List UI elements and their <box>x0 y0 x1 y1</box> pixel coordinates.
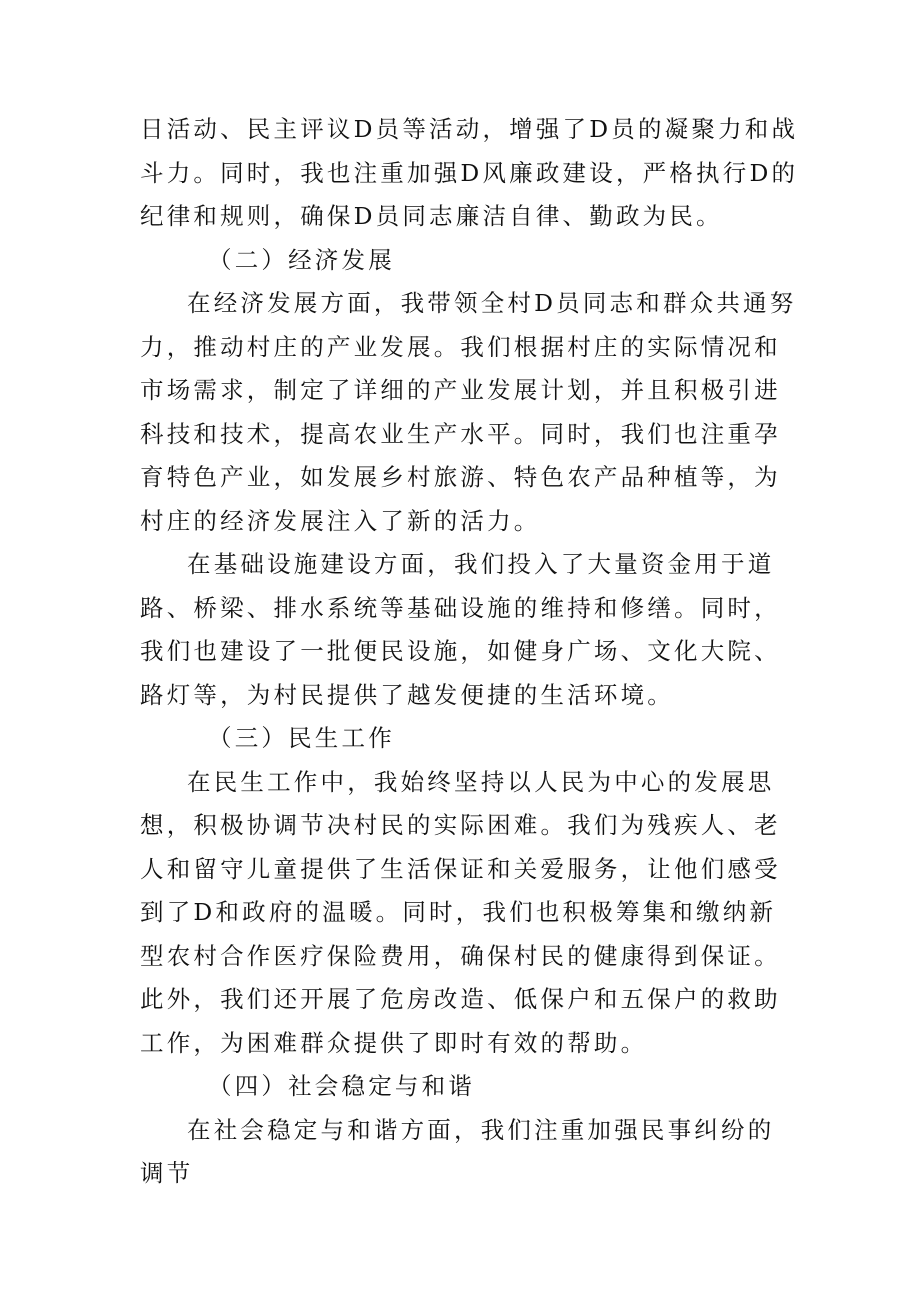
paragraph-social-stability: 在社会稳定与和谐方面，我们注重加强民事纠纷的调节 <box>140 1115 775 1187</box>
paragraph-livelihood: 在民生工作中，我始终坚持以人民为中心的发展思想，积极协调节决村民的实际困难。我们为残疾人、老人和留守儿童提供了生活保证和关爱服务，让他们感受到了D和政府的温暖。同时，我们也积极筹集和缴纳新型农村合作医疗保险费用，确保村民的健康得到保证。此外，我们还开展了危房改造、低保户和五保户的救助工作，为困难群众提供了即时有效的帮助。 <box>140 767 781 1057</box>
section-heading-livelihood: （三）民生工作 <box>208 724 395 752</box>
paragraph-infrastructure: 在基础设施建设方面，我们投入了大量资金用于道路、桥梁、排水系统等基础设施的维持和修缮。同时，我们也建设了一批便民设施，如健身广场、文化大院、路灯等，为村民提供了越发便捷的生活环境。 <box>140 550 781 709</box>
paragraph-party-building-continued: 日活动、民主评议D员等活动，增强了D员的凝聚力和战斗力。同时，我也注重加强D风廉政建设，严格执行D的纪律和规则，确保D员同志廉洁自律、勤政为民。 <box>140 115 799 230</box>
paragraph-economic-development: 在经济发展方面，我带领全村D员同志和群众共通努力，推动村庄的产业发展。我们根据村庄的实际情况和市场需求，制定了详细的产业发展计划，并且积极引进科技和技术，提高农业生产水平。同时，我们也注重孕育特色产业，如发展乡村旅游、特色农产品种植等，为村庄的经济发展注入了新的活力。 <box>140 289 797 535</box>
section-heading-economic-development: （二）经济发展 <box>208 245 395 274</box>
document-body <box>140 108 800 1196</box>
section-heading-social-stability: （四）社会稳定与和谐 <box>208 1072 475 1100</box>
